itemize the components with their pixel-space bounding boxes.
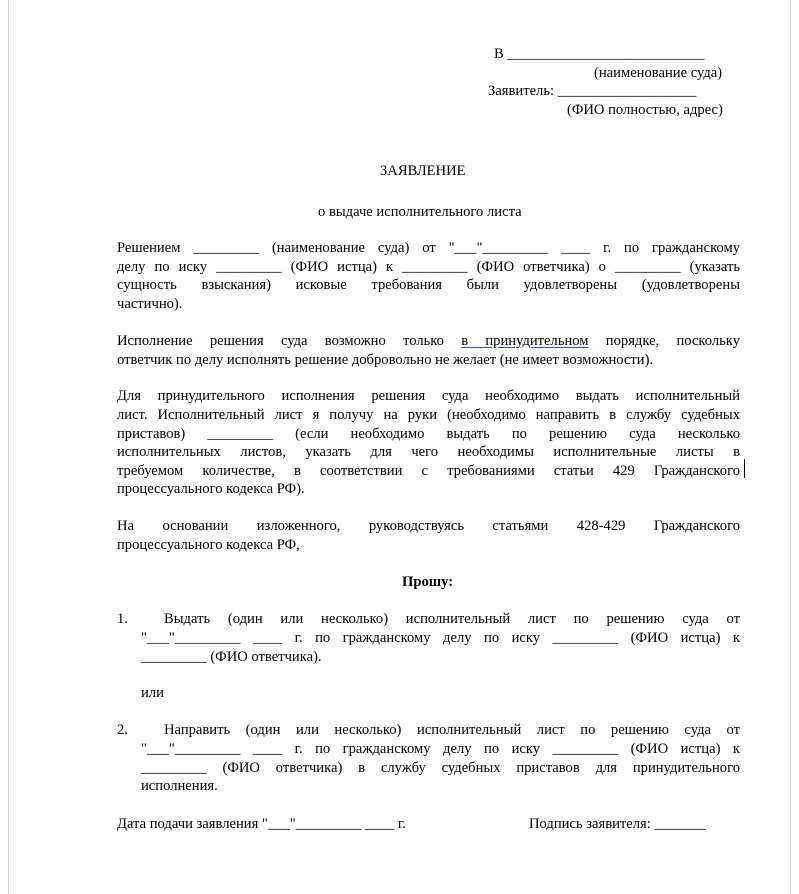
paragraph1-line2: делу по иску _________ (ФИО истца) к _________ (ФИО ответчика) о _________ (указать bbox=[117, 259, 740, 275]
paragraph1-line3: сущность взыскания) исковые требования были удовлетворены (удовлетворены bbox=[117, 277, 740, 293]
paragraph1-line1: Решением _________ (наименование суда) от "___"_________ ____ г. по гражданскому bbox=[117, 240, 740, 256]
item2-line1: Направить (один или несколько) исполнительный лист по решению суда от bbox=[164, 722, 740, 738]
item1-line3: _________ (ФИО ответчика). bbox=[141, 649, 322, 665]
paragraph3-line4: исполнительных листов, указать для чего необходимы исполнительные листы в bbox=[117, 444, 740, 460]
document-subtitle: о выдаче исполнительного листа bbox=[318, 204, 522, 220]
item1-number: 1. bbox=[117, 611, 128, 627]
court-caption: (наименование суда) bbox=[594, 65, 723, 81]
paragraph3-line5: требуемом количестве, в соответствии с требованиями статьи 429 Гражданского bbox=[117, 463, 740, 479]
paragraph2-text-before: Исполнение решения суда возможно только bbox=[117, 333, 462, 349]
applicant-caption: (ФИО полностью, адрес) bbox=[567, 102, 723, 118]
paragraph3-line6: процессуального кодекса РФ). bbox=[117, 481, 305, 497]
applicant-line: Заявитель: ___________________ bbox=[488, 83, 697, 99]
paragraph4-line2: процессуального кодекса РФ, bbox=[117, 537, 300, 553]
paragraph3-line3: приставов) _________ (если необходимо выдать по решению суда несколько bbox=[117, 426, 740, 442]
item2-line3: _________ (ФИО ответчика) в службу судебных приставов для принудительного bbox=[141, 760, 740, 776]
item2-line4: исполнения. bbox=[141, 778, 218, 794]
page-right-edge bbox=[790, 0, 791, 894]
item2-number: 2. bbox=[117, 722, 128, 738]
item1-line2: "___"_________ ____ г. по гражданскому делу по иску _________ (ФИО истца) к bbox=[141, 630, 740, 646]
item1-line1: Выдать (один или несколько) исполнительный лист по решению суда от bbox=[164, 611, 740, 627]
paragraph3-line1: Для принудительного исполнения решения суда необходимо выдать исполнительный bbox=[117, 388, 740, 404]
paragraph2-line1 bbox=[117, 333, 740, 350]
applicant-signature: Подпись заявителя: _______ bbox=[529, 816, 706, 832]
paragraph2-line2: ответчик по делу исполнять решение добровольно не желает (не имеет возможности). bbox=[117, 352, 654, 368]
item2-line2: "___"_________ ____ г. по гражданскому делу по иску _________ (ФИО истца) к bbox=[141, 741, 740, 757]
paragraph3-line2: лист. Исполнительный лист я получу на руки (необходимо направить в службу судебных bbox=[117, 407, 740, 423]
text-cursor bbox=[744, 459, 745, 478]
request-heading: Прошу: bbox=[402, 574, 454, 590]
paragraph2-text-after: порядке, поскольку bbox=[588, 333, 740, 349]
or-separator: или bbox=[141, 685, 164, 701]
filing-date: Дата подачи заявления "___"_________ ____ г. bbox=[117, 816, 406, 832]
page-left-edge bbox=[8, 0, 9, 894]
paragraph4-line1: На основании изложенного, руководствуясь статьями 428-429 Гражданского bbox=[117, 518, 740, 534]
paragraph1-line4: частично). bbox=[117, 296, 183, 312]
document-title: ЗАЯВЛЕНИЕ bbox=[380, 163, 466, 179]
enforcement-hyperlink[interactable]: в принудительном bbox=[461, 333, 589, 349]
court-line: В ___________________________ bbox=[494, 46, 705, 62]
